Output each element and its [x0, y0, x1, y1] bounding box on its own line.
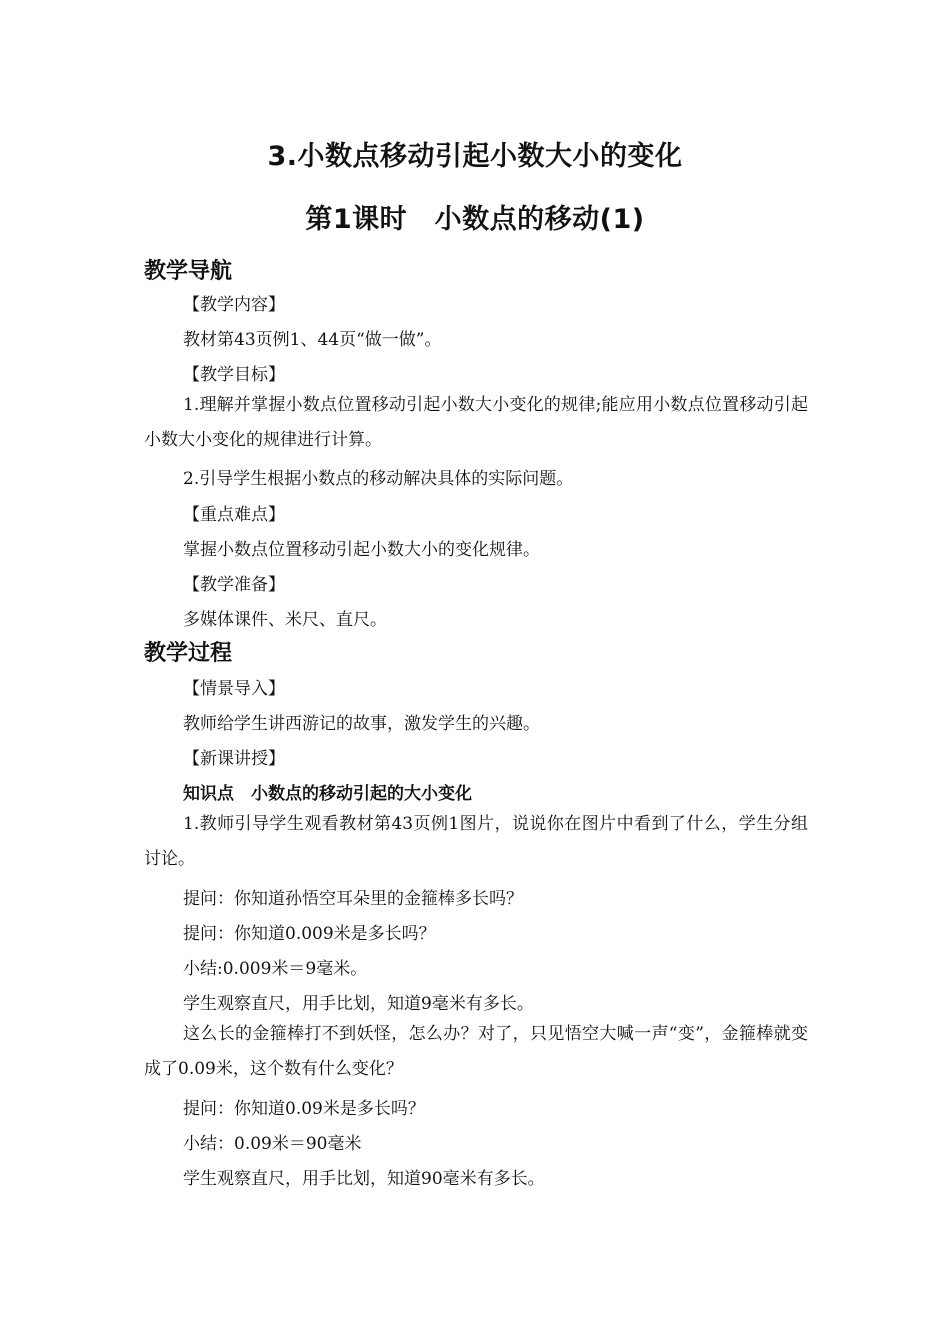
- question-3: 提问：你知道0.09米是多长吗？: [183, 1099, 425, 1119]
- section-heading-nav: 教学导航: [144, 259, 233, 284]
- goal-2: 2.引导学生根据小数点的移动解决具体的实际问题。: [183, 469, 574, 489]
- goal-1: 1.理解并掌握小数点位置移动引起小数大小变化的规律;能应用小数点位置移动引起小数大小变化的规律进行计算。: [144, 395, 808, 450]
- intro-text: 教师给学生讲西游记的故事，激发学生的兴趣。: [183, 714, 540, 734]
- intro-label: 【情景导入】: [183, 679, 285, 699]
- key-text: 掌握小数点位置移动引起小数大小的变化规律。: [183, 540, 540, 560]
- prep-label: 【教学准备】: [183, 575, 285, 595]
- summary-2: 小结：0.09米＝90毫米: [183, 1134, 362, 1154]
- new-lesson-label: 【新课讲授】: [183, 749, 285, 769]
- observation-1: 学生观察直尺，用手比划，知道9毫米有多长。: [183, 994, 534, 1014]
- summary-1: 小结:0.009米＝9毫米。: [183, 959, 368, 979]
- step-1: 1.教师引导学生观看教材第43页例1图片，说说你在图片中看到了什么，学生分组讨论。: [144, 814, 808, 869]
- lesson-subtitle: 第1课时 小数点的移动(1): [305, 204, 645, 235]
- prep-text: 多媒体课件、米尺、直尺。: [183, 610, 387, 630]
- content-label: 【教学内容】: [183, 295, 285, 315]
- knowledge-point-heading: 知识点 小数点的移动引起的大小变化: [183, 784, 472, 804]
- goals-label: 【教学目标】: [183, 365, 285, 385]
- question-1: 提问：你知道孙悟空耳朵里的金箍棒多长吗？: [183, 889, 523, 909]
- story-paragraph: 这么长的金箍棒打不到妖怪，怎么办？对了，只见悟空大喊一声“变”，金箍棒就变成了0.09米，这个数有什么变化？: [144, 1024, 808, 1079]
- question-2: 提问：你知道0.009米是多长吗？: [183, 924, 436, 944]
- content-text: 教材第43页例1、44页“做一做”。: [183, 330, 442, 350]
- observation-2: 学生观察直尺，用手比划，知道90毫米有多长。: [183, 1169, 545, 1189]
- page-title: 3.小数点移动引起小数大小的变化: [267, 141, 683, 172]
- section-heading-process: 教学过程: [144, 641, 233, 666]
- key-label: 【重点难点】: [183, 505, 285, 525]
